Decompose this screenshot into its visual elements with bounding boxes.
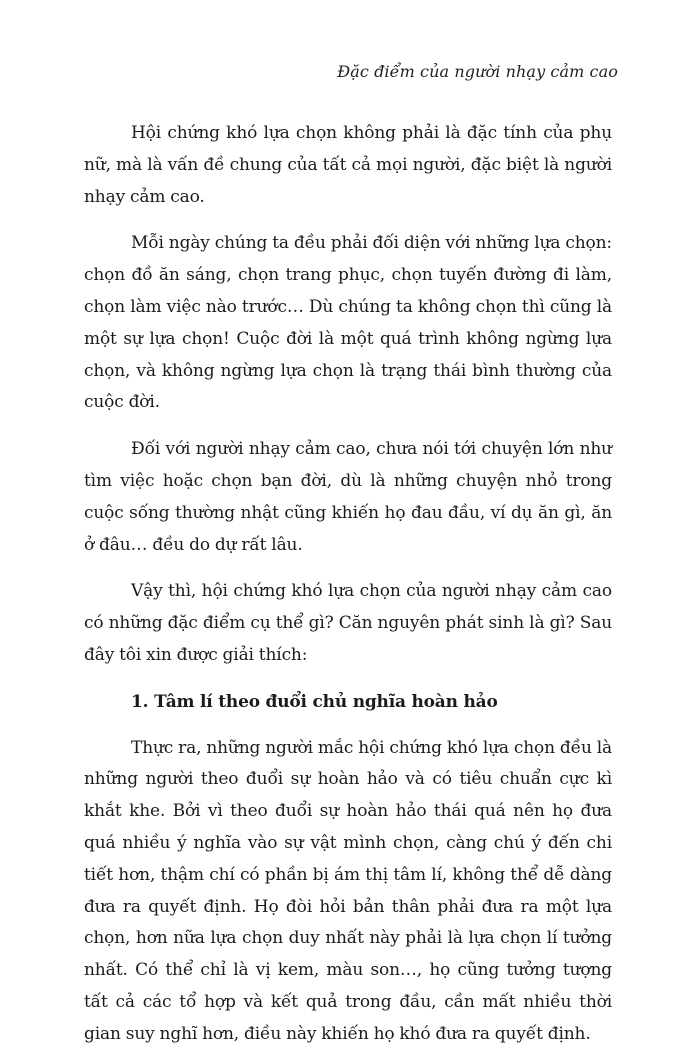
paragraph: Hội chứng khó lựa chọn không phải là đặc tính của phụ nữ, mà là vấn đề chung của tất cả mọi người, đặc biệt là người nhạy cảm cao. <box>84 123 612 207</box>
running-header: Đặc điểm của người nhạy cảm cao <box>337 62 618 81</box>
page-body <box>84 118 612 1051</box>
paragraph: Mỗi ngày chúng ta đều phải đối diện với những lựa chọn: chọn đồ ăn sáng, chọn trang phục, chọn tuyến đường đi làm, chọn làm việc nào trước… Dù chúng ta không chọn thì cũng là một sự lựa chọn! Cuộc đời là một quá trình không ngừng lựa chọn, và không ngừng lựa chọn là trạng thái bình thường của cuộc đời. <box>84 233 612 413</box>
paragraph: Vậy thì, hội chứng khó lựa chọn của người nhạy cảm cao có những đặc điểm cụ thể gì? Căn nguyên phát sinh là gì? Sau đây tôi xin được giải thích: <box>84 581 612 665</box>
paragraph: Đối với người nhạy cảm cao, chưa nói tới chuyện lớn như tìm việc hoặc chọn bạn đời, dù là những chuyện nhỏ trong cuộc sống thường nhật cũng khiến họ đau đầu, ví dụ ăn gì, ăn ở đâu… đều do dự rất lâu. <box>84 439 612 555</box>
section-heading: 1. Tâm lí theo đuổi chủ nghĩa hoàn hảo <box>131 691 498 712</box>
paragraph: Thực ra, những người mắc hội chứng khó lựa chọn đều là những người theo đuổi sự hoàn hảo và có tiêu chuẩn cực kì khắt khe. Bởi vì theo đuổi sự hoàn hảo thái quá nên họ đưa quá nhiều ý nghĩa vào sự vật mình chọn, càng chú ý đến chi tiết hơn, thậm chí có phần bị ám thị tâm lí, không thể dễ dàng đưa ra quyết định. Họ đòi hỏi bản thân phải đưa ra một lựa chọn, hơn nữa lựa chọn duy nhất này phải là lựa chọn lí tưởng nhất. Có thể chỉ là vị kem, màu son…, họ cũng tưởng tượng tất cả các tổ hợp và kết quả trong đầu, cần mất nhiều thời gian suy nghĩ hơn, điều này khiến họ khó đưa ra quyết định. <box>84 737 612 1044</box>
